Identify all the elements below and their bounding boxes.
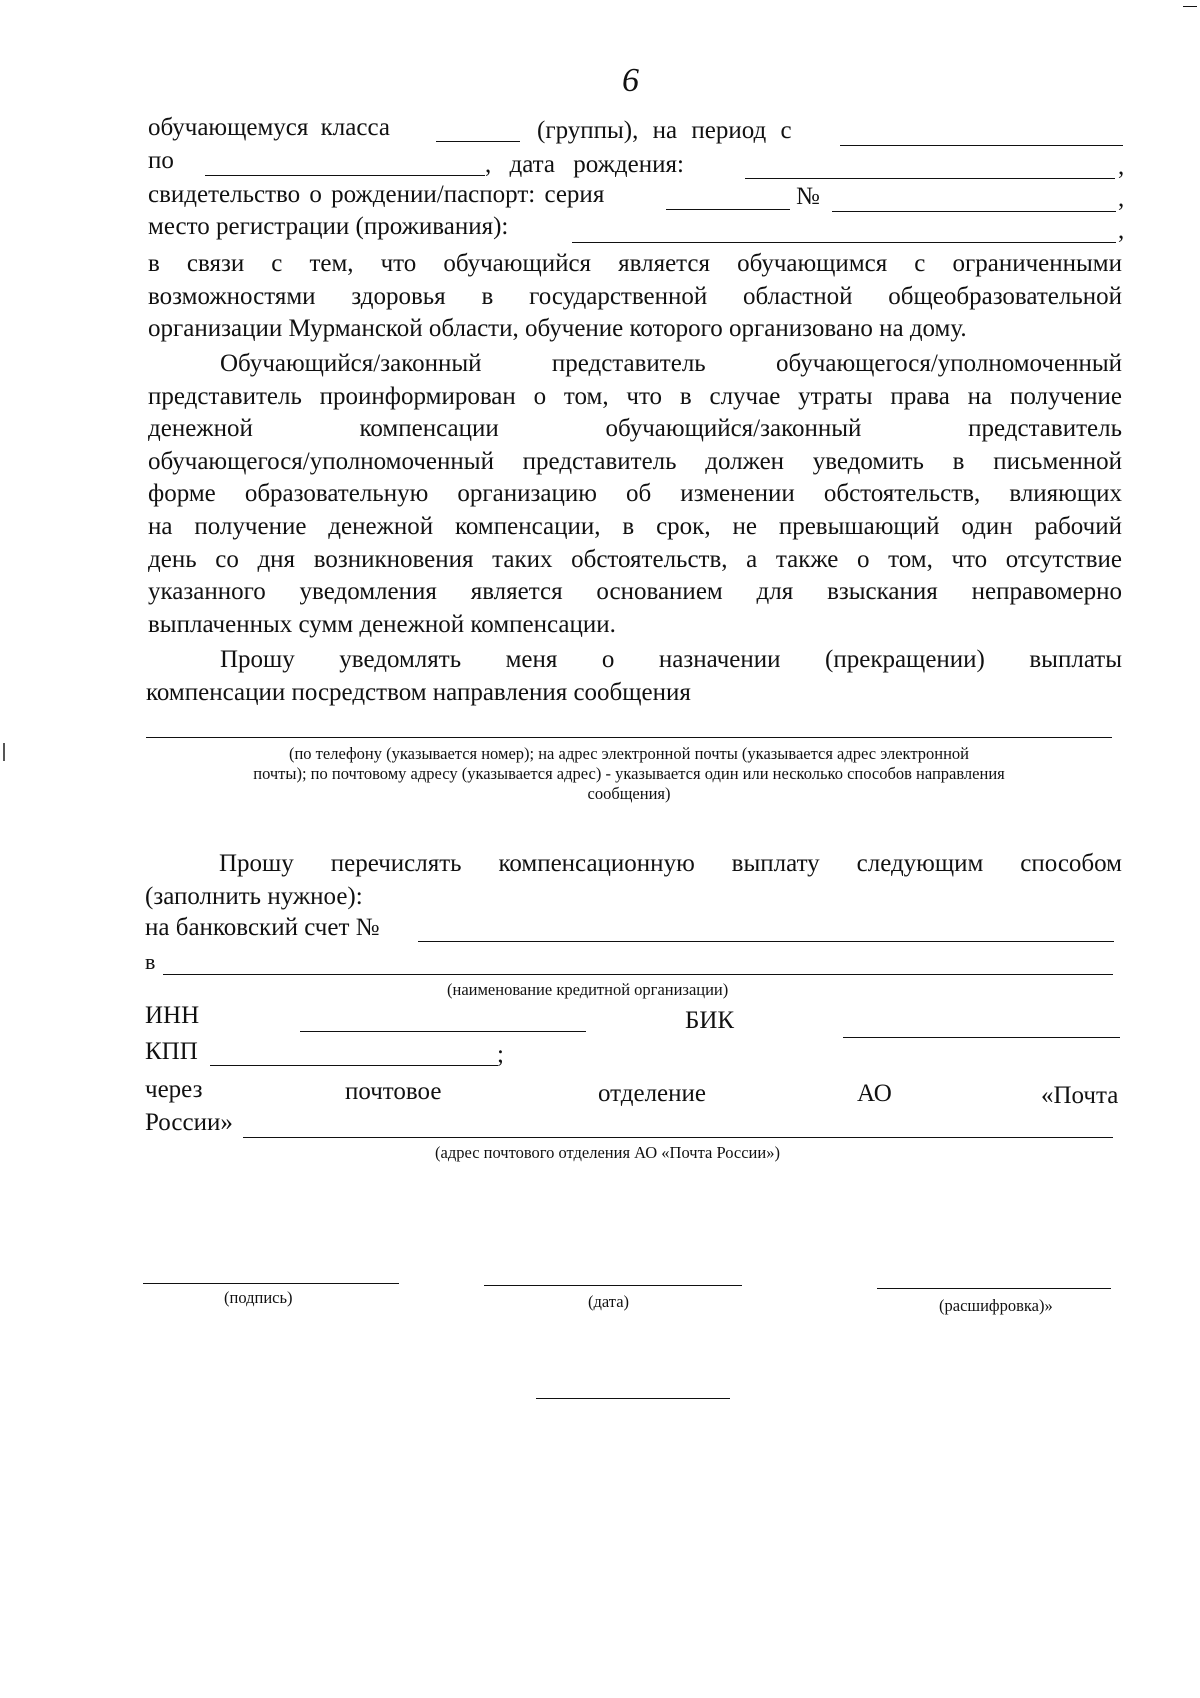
paragraph-reason	[148, 248, 1122, 346]
field-birthdate-blank[interactable]	[745, 178, 1115, 179]
bank-account-blank[interactable]	[418, 941, 1114, 942]
field-birthdate-label: , дата рождения:	[485, 151, 684, 178]
paragraph-line: (заполнить нужное):	[145, 882, 363, 910]
caption-line: (по телефону (указывается номер); на адрес электронной почты (указывается адрес электронной	[288, 744, 969, 763]
date-blank[interactable]	[484, 1285, 742, 1286]
field-period-end-label: по	[148, 147, 174, 174]
decode-blank[interactable]	[877, 1288, 1111, 1289]
field-registration-blank[interactable]	[572, 242, 1116, 243]
field-class-blank[interactable]	[436, 141, 520, 142]
paragraph-payment-method	[145, 848, 1122, 913]
field-document-label: свидетельство о рождении/паспорт: серия	[148, 181, 605, 208]
closing-separator	[536, 1398, 730, 1399]
paragraph-line: возможностями здоровья в государственной областной общеобразовательной	[148, 282, 1122, 310]
post-address-caption: (адрес почтового отделения АО «Почта России»)	[435, 1143, 780, 1162]
paragraph-notify	[146, 644, 1122, 709]
kpp-semicolon: ;	[497, 1041, 504, 1068]
paragraph-line: представитель проинформирован о том, что в случае утраты права на получение	[148, 382, 1122, 410]
paragraph-line: указанного уведомления является основанием для взыскания неправомерно	[148, 578, 1122, 606]
post-word: отделение	[598, 1080, 707, 1107]
signature-caption: (подпись)	[224, 1288, 293, 1307]
post-word: АО	[857, 1080, 892, 1107]
paragraph-line: в связи с тем, что обучающийся является обучающимся с ограниченными	[148, 250, 1122, 277]
signature-blank[interactable]	[143, 1283, 399, 1284]
paragraph-line: денежной компенсации обучающийся/законный представитель	[148, 415, 1122, 443]
notify-method-blank[interactable]	[146, 737, 1112, 738]
field-class-label: обучающемуся класса	[148, 114, 390, 141]
bank-account-label: на банковский счет №	[145, 914, 380, 941]
paragraph-line: организации Мурманской области, обучение которого организовано на дому.	[148, 315, 967, 343]
paragraph-information	[148, 348, 1122, 641]
field-period-start-blank[interactable]	[840, 145, 1123, 146]
inn-label: ИНН	[145, 1002, 200, 1029]
field-period-end-blank[interactable]	[205, 175, 485, 176]
bik-blank[interactable]	[843, 1037, 1120, 1038]
paragraph-line: день со дня возникновения таких обстоятельств, а также о том, что отсутствие	[148, 545, 1122, 573]
bank-name-blank[interactable]	[163, 974, 1113, 975]
paragraph-line: выплаченных сумм денежной компенсации.	[148, 610, 616, 638]
bik-label: БИК	[685, 1007, 735, 1034]
post-word: почтовое	[345, 1078, 442, 1105]
field-birthdate-comma: ,	[1118, 153, 1125, 180]
decode-caption: (расшифровка)»	[939, 1296, 1053, 1315]
scan-mark-left	[3, 743, 5, 761]
paragraph-line: обучающегося/уполномоченный представитель должен уведомить в письменной	[148, 447, 1122, 475]
caption-line: почты); по почтовому адресу (указывается адрес) - указывается один или несколько способов направления	[253, 764, 1005, 783]
notify-method-caption	[146, 744, 1112, 804]
field-number-blank[interactable]	[832, 211, 1116, 212]
kpp-label: КПП	[145, 1038, 198, 1065]
post-word: «Почта	[1041, 1082, 1119, 1109]
field-period-label: (группы), на период с	[537, 117, 792, 144]
post-address-blank[interactable]	[243, 1137, 1113, 1138]
field-registration-label: место регистрации (проживания):	[148, 213, 509, 240]
bank-name-caption: (наименование кредитной организации)	[447, 980, 729, 999]
bank-in-label: в	[145, 949, 156, 974]
scan-mark-top-right	[1183, 6, 1197, 7]
field-number-sign: №	[796, 183, 820, 210]
date-caption: (дата)	[588, 1292, 630, 1311]
paragraph-line: Прошу перечислять компенсационную выплату следующим способом	[219, 850, 1122, 877]
paragraph-line: компенсации посредством направления сообщения	[146, 678, 691, 706]
inn-blank[interactable]	[300, 1031, 586, 1032]
caption-line: сообщения)	[587, 784, 671, 803]
field-series-blank[interactable]	[666, 209, 790, 210]
post-russia-label: России»	[145, 1109, 233, 1136]
field-registration-comma: ,	[1118, 217, 1125, 244]
kpp-blank[interactable]	[210, 1065, 498, 1066]
paragraph-line: на получение денежной компенсации, в срок, не превышающий один рабочий	[148, 512, 1122, 540]
post-word: через	[145, 1076, 203, 1103]
paragraph-line: Обучающийся/законный представитель обучающегося/уполномоченный	[220, 350, 1122, 377]
page-number: 6	[622, 62, 639, 99]
field-number-comma: ,	[1118, 185, 1125, 212]
paragraph-line: форме образовательную организацию об изменении обстоятельств, влияющих	[148, 480, 1122, 508]
paragraph-line: Прошу уведомлять меня о назначении (прекращении) выплаты	[220, 646, 1122, 673]
